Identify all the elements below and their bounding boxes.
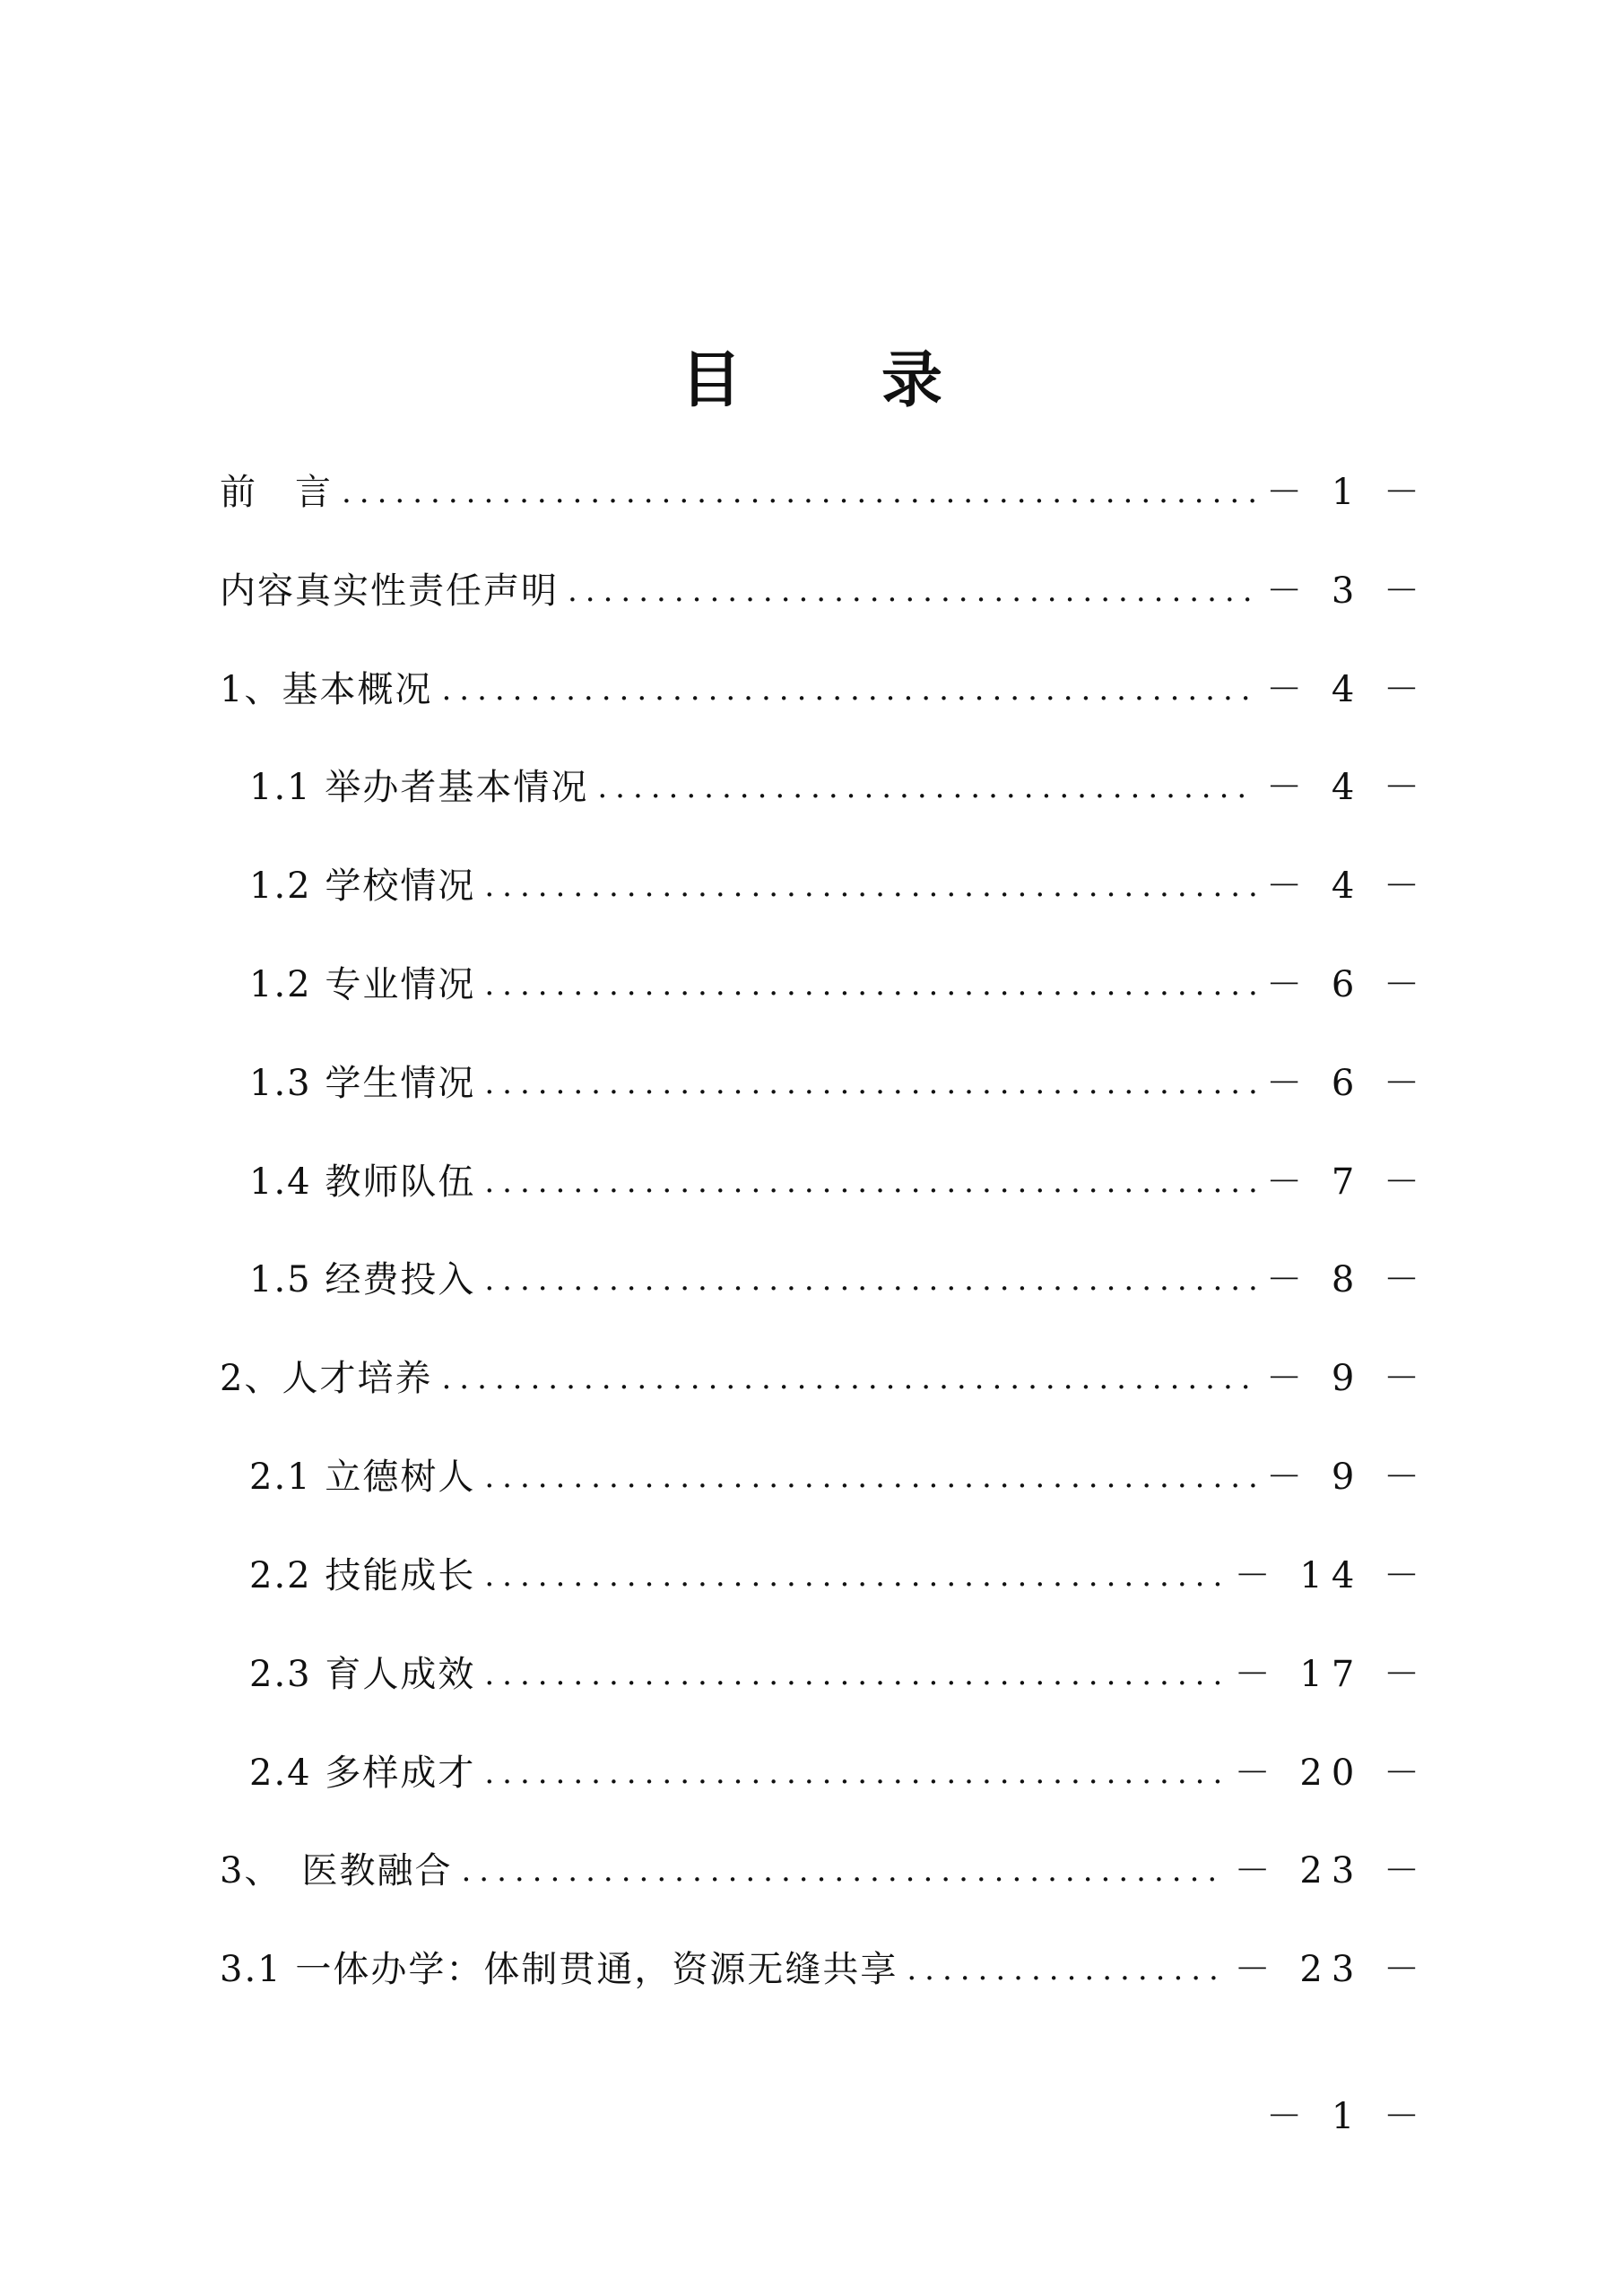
toc-leader-dots [484, 1544, 1225, 1607]
toc-entry-page: － 23 － [1234, 1850, 1428, 1892]
toc-entry-label: 1.2 学校情况 [249, 865, 476, 907]
toc-entry-label: 前 言 [220, 472, 333, 513]
toc-leader-dots [484, 1151, 1257, 1213]
toc-leader-dots [484, 953, 1257, 1016]
toc-entry-page: － 9 － [1266, 1457, 1428, 1498]
toc-entry-section-1-4[interactable] [249, 1151, 1428, 1213]
toc-entry-section-1-5[interactable] [249, 1248, 1428, 1311]
toc-entry-label: 2.3 育人成效 [249, 1654, 476, 1695]
toc-leader-dots [484, 1446, 1257, 1509]
toc-entry-label: 1、基本概况 [220, 669, 433, 710]
toc-entry-label: 2、人才培养 [220, 1358, 433, 1399]
toc-entry-label: 1.2 专业情况 [249, 964, 476, 1005]
toc-entry-section-2-4[interactable] [249, 1742, 1428, 1805]
toc-entry-section-1-2-majors[interactable] [249, 953, 1428, 1016]
toc-leader-dots [484, 855, 1257, 918]
toc-entry-preface[interactable] [220, 461, 1428, 524]
toc-entry-page: － 6 － [1266, 964, 1428, 1005]
toc-entry-page: － 23 － [1234, 1949, 1428, 1990]
toc-entry-section-1[interactable] [220, 658, 1428, 721]
toc-leader-dots [441, 658, 1257, 721]
toc-entry-section-2-3[interactable] [249, 1643, 1428, 1706]
toc-entry-page: － 4 － [1266, 767, 1428, 808]
page-title: 目 录 [680, 345, 982, 416]
toc-entry-section-1-3[interactable] [249, 1052, 1428, 1115]
toc-leader-dots [568, 560, 1257, 622]
toc-entry-label: 3、 医教融合 [220, 1850, 453, 1892]
toc-entry-label: 2.4 多样成才 [249, 1752, 476, 1794]
toc-leader-dots [484, 1643, 1225, 1706]
toc-entry-label: 1.3 学生情况 [249, 1063, 476, 1104]
toc-entry-section-2[interactable] [220, 1347, 1428, 1410]
toc-entry-page: － 4 － [1266, 865, 1428, 907]
toc-entry-page: － 7 － [1266, 1161, 1428, 1203]
toc-leader-dots [461, 1839, 1225, 1902]
toc-entry-label: 内容真实性责任声明 [220, 570, 559, 612]
toc-leader-dots [342, 461, 1257, 524]
toc-entry-page: － 14 － [1234, 1555, 1428, 1596]
toc-entry-page: － 20 － [1234, 1752, 1428, 1794]
toc-entry-label: 3.1 一体办学：体制贯通，资源无缝共享 [220, 1949, 898, 1990]
toc-entry-section-3[interactable] [220, 1839, 1428, 1902]
toc-entry-label: 1.5 经费投入 [249, 1259, 476, 1300]
toc-entry-page: － 9 － [1266, 1358, 1428, 1399]
toc-entry-section-1-1[interactable] [249, 756, 1428, 819]
toc-entry-label: 2.2 技能成长 [249, 1555, 476, 1596]
toc-entry-section-1-2-school[interactable] [249, 855, 1428, 918]
toc-entry-page: － 8 － [1266, 1259, 1428, 1300]
toc-leader-dots [907, 1938, 1225, 2001]
toc-entry-section-2-1[interactable] [249, 1446, 1428, 1509]
toc-entry-authenticity-statement[interactable] [220, 560, 1428, 622]
toc-entry-page: － 3 － [1266, 570, 1428, 612]
toc-entry-page: － 6 － [1266, 1063, 1428, 1104]
page-number: － 1 － [1266, 2096, 1428, 2137]
toc-leader-dots [441, 1347, 1257, 1410]
toc-leader-dots [484, 1052, 1257, 1115]
toc-leader-dots [484, 1742, 1225, 1805]
toc-entry-page: － 1 － [1266, 472, 1428, 513]
toc-entry-label: 1.1 举办者基本情况 [249, 767, 589, 808]
toc-entry-section-3-1[interactable] [220, 1938, 1428, 2001]
toc-entry-page: － 17 － [1234, 1654, 1428, 1695]
toc-entry-label: 1.4 教师队伍 [249, 1161, 476, 1203]
toc-entry-section-2-2[interactable] [249, 1544, 1428, 1607]
toc-leader-dots [484, 1248, 1257, 1311]
toc-entry-page: － 4 － [1266, 669, 1428, 710]
toc-entry-label: 2.1 立德树人 [249, 1457, 476, 1498]
toc-leader-dots [597, 756, 1257, 819]
